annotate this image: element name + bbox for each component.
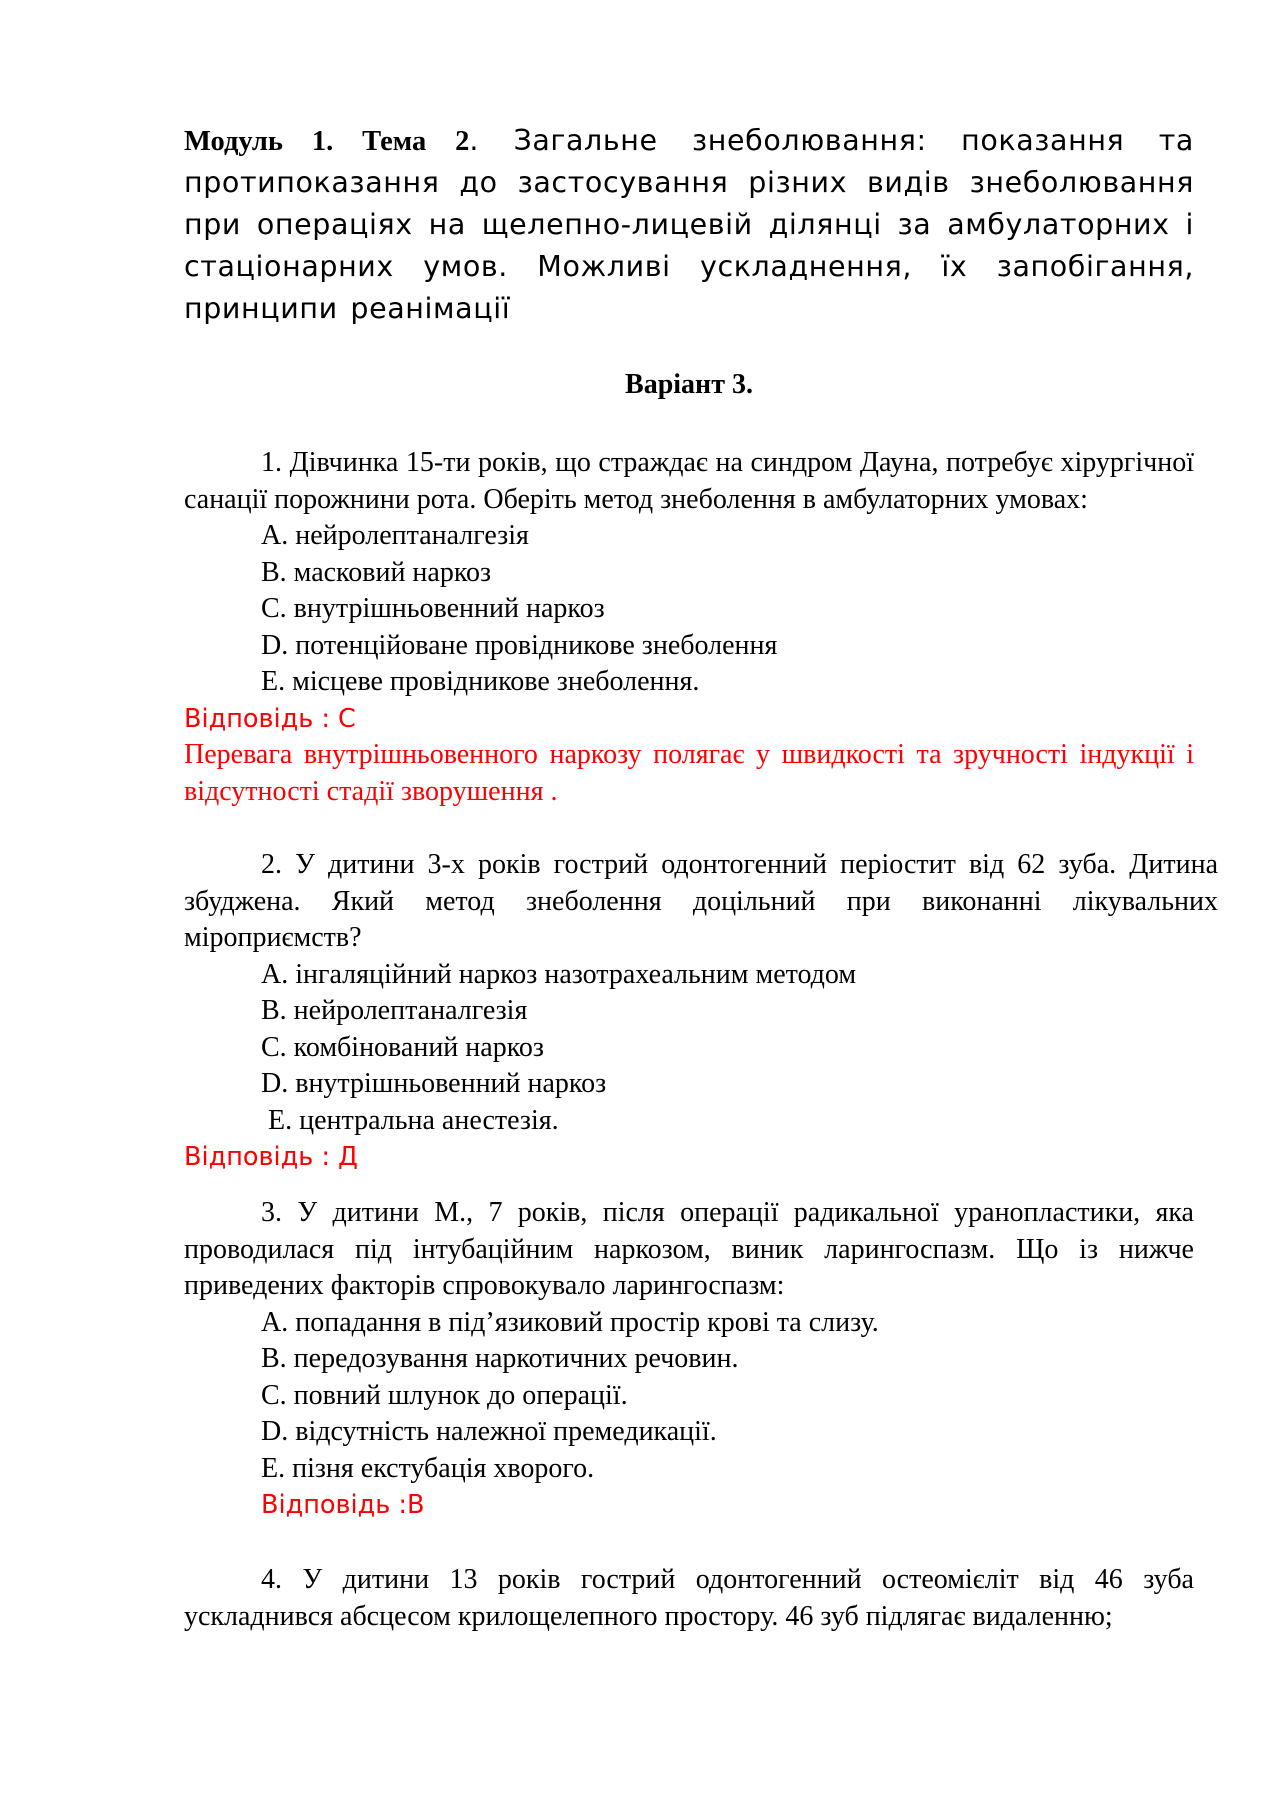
- correct-answer: Відповідь : Д: [184, 1142, 358, 1172]
- document-header: [184, 120, 1194, 330]
- module-label: Модуль 1. Тема 2: [184, 126, 470, 157]
- question-stem: 4. У дитини 13 років гострий одонтогенний остеомієліт від 46 зуба ускладнився абсцесом крилощелепного простору. 46 зуб підлягає видаленню;: [184, 1564, 1194, 1632]
- question-4: [184, 1562, 1194, 1635]
- answer-option: A. нейролептаналгезія: [261, 520, 529, 551]
- question-stem: 1. Дівчинка 15-ти років, що страждає на синдром Дауна, потребує хірургічної санації порожнини рота. Оберіть метод знеболення в амбулаторних умовах:: [184, 447, 1194, 515]
- answer-option: B. масковий наркоз: [261, 556, 492, 588]
- question-3: [184, 1195, 1194, 1524]
- correct-answer: Відповідь :В: [261, 1490, 425, 1520]
- answer-option: C. повний шлунок до операції.: [261, 1379, 628, 1411]
- answer-option: B. передозування наркотичних речовин.: [261, 1343, 739, 1374]
- answer-option: D. відсутність належної премедикації.: [261, 1416, 717, 1447]
- answer-option: B. нейролептаналгезія: [261, 995, 528, 1026]
- answer-option: C. комбінований наркоз: [261, 1031, 544, 1063]
- correct-answer: Відповідь : С: [184, 703, 356, 734]
- question-stem: 3. У дитини М., 7 років, після операції радикальної уранопластики, яка проводилася під інтубаційним наркозом, виник ларингоспазм. Що із нижче приведених факторів спровокувало ларингоспазм:: [184, 1197, 1194, 1301]
- variant-title: Варіант 3.: [625, 369, 753, 400]
- answer-option: D. потенційоване провідникове знеболення: [261, 629, 778, 661]
- answer-option: E. пізня екстубація хворого.: [261, 1452, 595, 1484]
- question-stem: 2. У дитини 3-х років гострий одонтогенний періостит від 62 зуба. Дитина збуджена. Який метод знеболення доцільний при виконанні лікувальних міроприємств?: [184, 849, 1218, 953]
- question-2: [184, 847, 1218, 1176]
- answer-option: D. внутрішньовенний наркоз: [261, 1068, 607, 1099]
- answer-option: A. інгаляційний наркоз назотрахеальним методом: [261, 958, 857, 990]
- answer-option: E. центральна анестезія.: [268, 1104, 559, 1136]
- answer-explanation: Перевага внутрішньовенного наркозу полягає у швидкості та зручності індукції і відсутності стадії зворушення .: [184, 739, 1194, 807]
- answer-option: A. попадання в під’язиковий простір крові та слизу.: [261, 1306, 879, 1338]
- question-1: [184, 445, 1194, 810]
- answer-option: E. місцеве провідникове знеболення.: [261, 666, 700, 697]
- answer-option: C. внутрішньовенний наркоз: [261, 593, 605, 624]
- topic-title: . Загальне знеболювання: показання та протипоказання до застосування різних видів знеболювання при операціях на щелепно-лицевій ділянці за амбулаторних і стаціонарних умов. Можливі ускладнення, їх запобігання, принципи реанімації: [184, 124, 1194, 325]
